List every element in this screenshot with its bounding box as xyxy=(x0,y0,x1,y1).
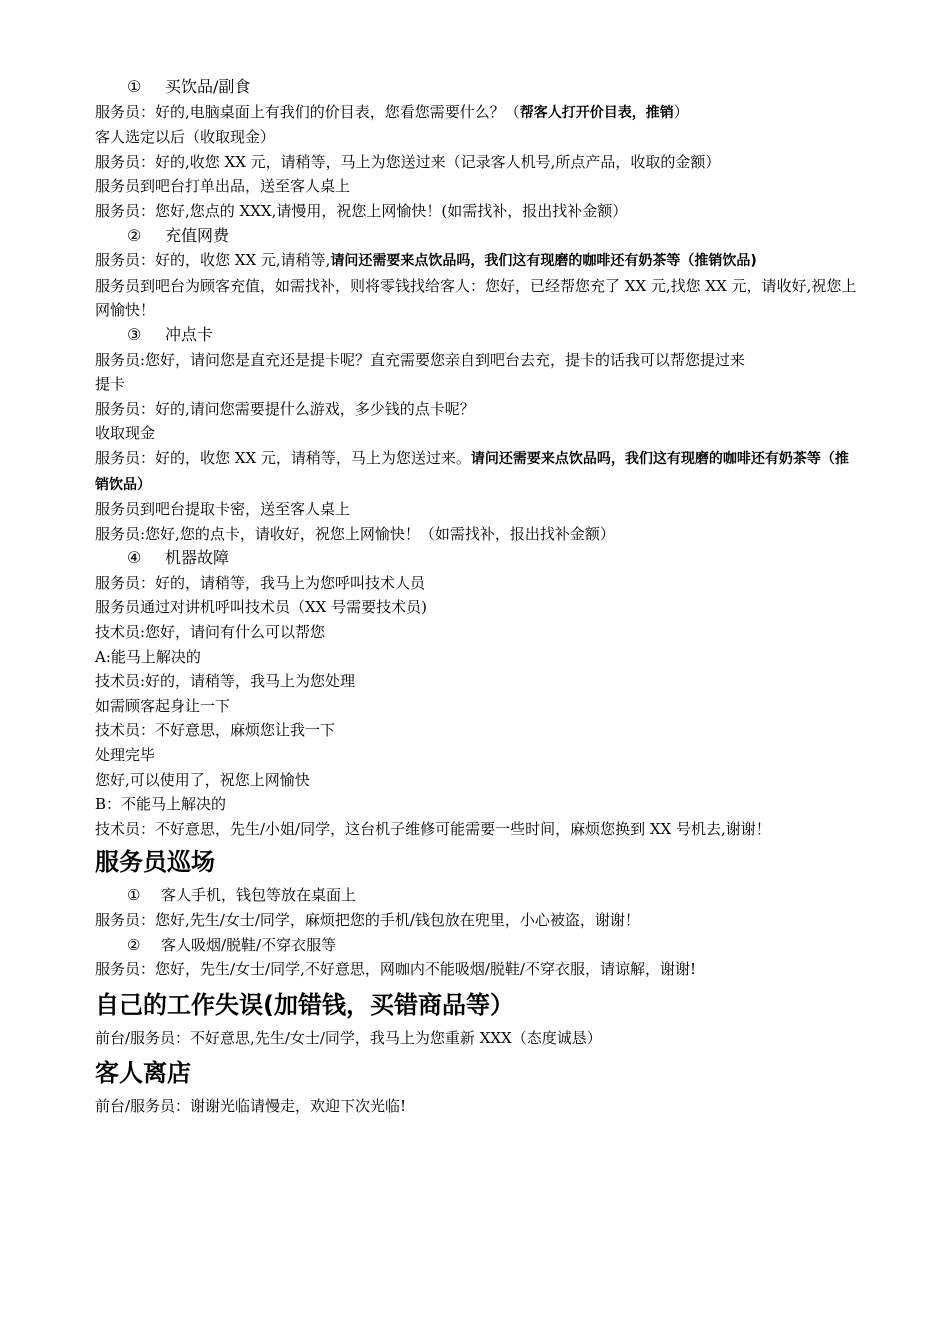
list-item-smoking xyxy=(95,933,860,958)
text-run: 服务员：好的，收您 XX 元，请稍等，马上为您送过来。 xyxy=(95,448,471,467)
paragraph-line: 服务员:您好,您的点卡，请收好，祝您上网愉快！（如需找补，报出找补金额） xyxy=(95,524,615,543)
list-item-belongings xyxy=(95,883,860,908)
paragraph-line: 服务员：您好,先生/女士/同学，麻烦把您的手机/钱包放在兜里，小心被盗，谢谢！ xyxy=(95,911,640,929)
list-number: ③ xyxy=(127,324,142,344)
list-number: ④ xyxy=(127,548,142,568)
list-number: ① xyxy=(127,886,141,905)
document-content xyxy=(95,75,860,1119)
section-heading-mistakes: 自己的工作失误(加错钱，买错商品等） xyxy=(95,990,514,1019)
paragraph-line: 服务员到吧台打单出品，送至客人桌上 xyxy=(95,177,351,196)
paragraph xyxy=(95,446,860,497)
paragraph-line xyxy=(95,100,860,126)
paragraph: 服务员到吧台为顾客充值，如需找补，则将零钱找给客人：您好，已经帮您充了 XX 元,找您 XX 元，请收好,祝您上网愉快！ xyxy=(95,276,857,320)
paragraph xyxy=(95,248,860,274)
paragraph-line: 技术员：不好意思，先生/小姐/同学，这台机子维修可能需要一些时间，麻烦您换到 XX 号机去,谢谢！ xyxy=(95,819,771,838)
paragraph-line: 服务员:您好，请问您是直充还是提卡呢？直充需要您亲自到吧台去充，提卡的话我可以帮您提过来 xyxy=(95,350,746,369)
paragraph-line: 服务员：好的,收您 XX 元，请稍等，马上为您送过来（记录客人机号,所点产品，收取的金额） xyxy=(95,152,721,171)
list-item-recharge xyxy=(95,224,860,249)
text-run: 服务员：好的,电脑桌面上有我们的价目表，您看您需要什么？（ xyxy=(95,102,520,121)
list-number: ① xyxy=(127,77,142,96)
paragraph-line: 服务员到吧台提取卡密，送至客人桌上 xyxy=(95,500,351,519)
list-title: 机器故障 xyxy=(165,548,230,568)
paragraph-line: 服务员通过对讲机呼叫技术员（XX 号需要技术员) xyxy=(95,598,427,617)
paragraph-line: A:能马上解决的 xyxy=(95,647,201,666)
text-run: 服务员：好的，收您 XX 元,请稍等, xyxy=(95,251,331,270)
paragraph-line: 提卡 xyxy=(95,375,126,394)
paragraph-line: 客人选定以后（收取现金） xyxy=(95,128,276,147)
section-heading-patrol: 服务员巡场 xyxy=(95,848,215,877)
list-item-buy-drinks xyxy=(95,75,860,100)
paragraph-line: B：不能马上解决的 xyxy=(95,795,227,814)
paragraph-line: 处理完毕 xyxy=(95,746,156,765)
list-item-machine-fault xyxy=(95,546,860,571)
list-title: 客人吸烟/脱鞋/不穿衣服等 xyxy=(161,935,337,954)
paragraph-line: 收取现金 xyxy=(95,424,156,443)
paragraph-line: 服务员：好的,请问您需要提什么游戏，多少钱的点卡呢？ xyxy=(95,399,475,418)
paragraph-line: 前台/服务员：不好意思,先生/女士/同学，我马上为您重新 XXX（态度诚恳） xyxy=(95,1028,602,1047)
bold-text: 请问还需要来点饮品吗，我们这有现磨的咖啡还有奶茶等（推销饮品） xyxy=(95,450,849,493)
paragraph-line: 服务员：您好,您点的 XXX,请慢用，祝您上网愉快！(如需找补，报出找补金额） xyxy=(95,201,628,220)
paragraph-line: 如需顾客起身让一下 xyxy=(95,696,231,715)
paragraph-line: 技术员:您好，请问有什么可以帮您 xyxy=(95,623,326,642)
list-number: ② xyxy=(127,935,141,954)
section-heading-leaving: 客人离店 xyxy=(95,1059,191,1088)
list-number: ② xyxy=(127,225,142,245)
list-item-point-card xyxy=(95,323,860,348)
text-run: ） xyxy=(673,102,689,121)
list-title: 买饮品/副食 xyxy=(165,77,251,96)
paragraph-line: 技术员:好的，请稍等，我马上为您处理 xyxy=(95,672,356,691)
paragraph-line: 技术员：不好意思，麻烦您让我一下 xyxy=(95,721,336,740)
paragraph-line: 您好,可以使用了，祝您上网愉快 xyxy=(95,770,310,789)
paragraph-line: 服务员：好的，请稍等，我马上为您呼叫技术人员 xyxy=(95,573,426,592)
list-title: 充值网费 xyxy=(165,225,230,245)
paragraph-line: 服务员：您好，先生/女士/同学,不好意思，网咖内不能吸烟/脱鞋/不穿衣服，请谅解，谢谢! xyxy=(95,960,697,979)
list-title: 冲点卡 xyxy=(165,324,214,344)
bold-text: 请问还需要来点饮品吗，我们这有现磨的咖啡还有奶茶等（推销饮品) xyxy=(330,253,757,270)
bold-text: 帮客人打开价目表，推销 xyxy=(519,104,674,121)
paragraph-line: 前台/服务员：谢谢光临请慢走，欢迎下次光临! xyxy=(95,1097,407,1116)
list-title: 客人手机，钱包等放在桌面上 xyxy=(161,886,357,905)
